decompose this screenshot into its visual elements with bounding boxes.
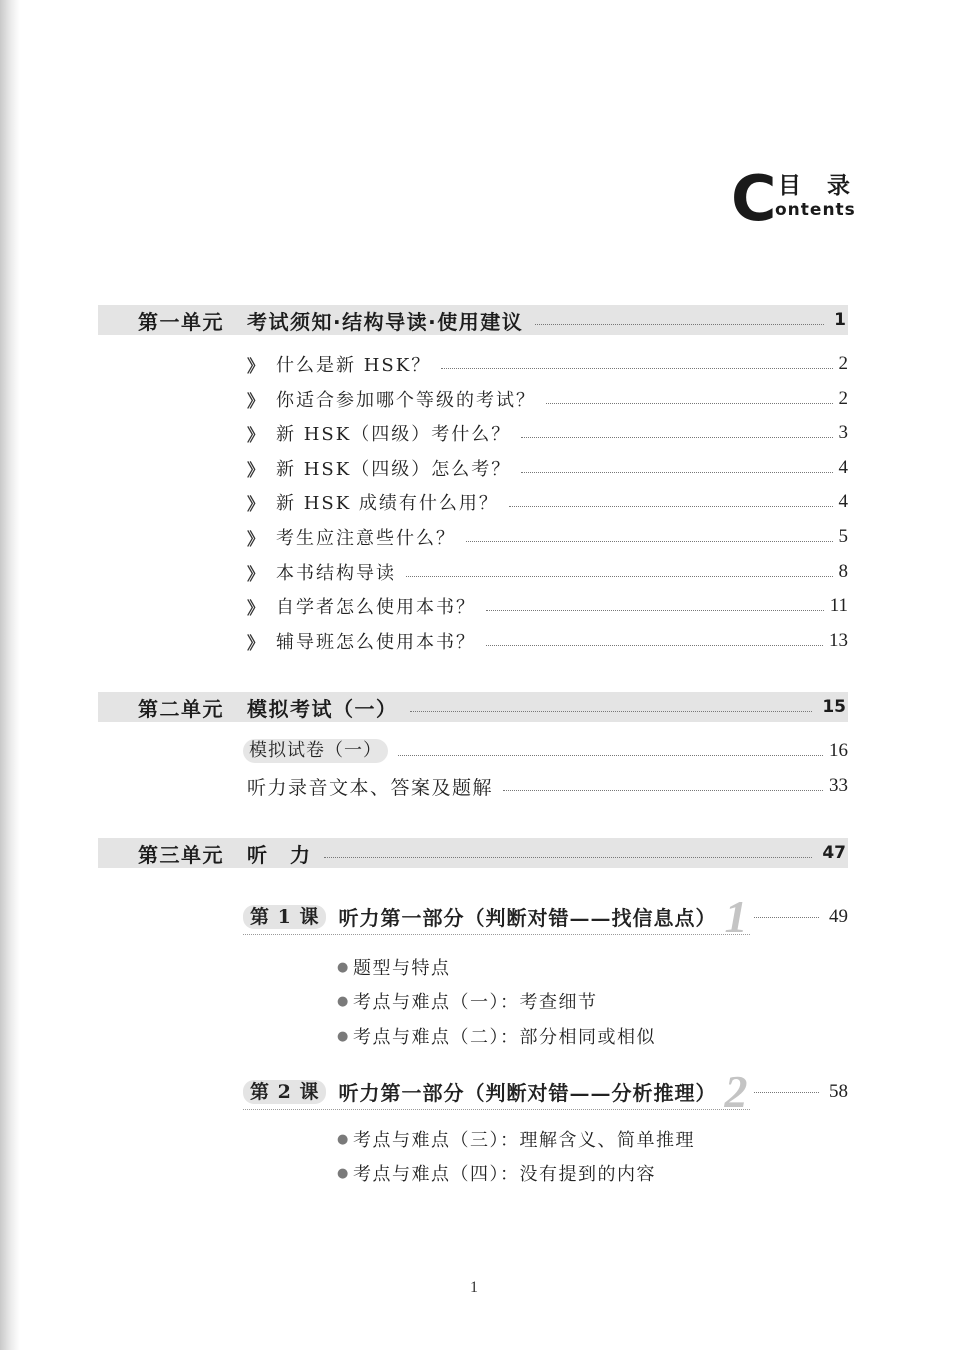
toc-entry (247, 420, 848, 446)
lesson-entry (243, 890, 848, 942)
unit-label: 第一单元 (138, 309, 224, 334)
unit-title: 模拟考试（一） (247, 696, 398, 721)
unit-page-number: 47 (822, 843, 846, 863)
toc-entry (247, 351, 848, 377)
toc-entry (247, 524, 848, 550)
unit-2-heading (98, 692, 848, 722)
lesson-heading (243, 890, 750, 942)
lesson-point (337, 1126, 695, 1152)
toc-entry (247, 773, 848, 799)
unit-page-number: 15 (822, 697, 846, 717)
page-edge-shadow (0, 0, 20, 1350)
contents-title-english: ontents (775, 200, 856, 220)
lesson-heading (243, 1065, 750, 1117)
entry-title: 考生应注意些什么？ (276, 528, 456, 549)
lesson-page-number: 58 (829, 1081, 848, 1102)
lesson-numeral: 2 (724, 1065, 748, 1117)
contents-c-logo: C (731, 162, 777, 235)
dot-leader (509, 506, 833, 507)
unit-1-heading (98, 305, 848, 335)
entry-page-number: 16 (829, 740, 848, 761)
entry-marker: 》 (247, 460, 264, 481)
dot-leader (441, 368, 832, 369)
entry-title: 本书结构导读 (276, 563, 396, 584)
lesson-tag: 第 1 课 (243, 905, 326, 929)
dot-leader (466, 541, 833, 542)
lesson-title: 听力第一部分（判断对错——找信息点） (338, 906, 717, 930)
point-text: 题型与特点 (353, 958, 451, 979)
entry-page-number: 2 (838, 353, 848, 374)
entry-title-highlighted: 模拟试卷（一） (243, 739, 388, 763)
toc-entry (247, 628, 848, 654)
entry-marker: 》 (247, 425, 264, 446)
entry-page-number: 5 (838, 526, 848, 547)
entry-page-number: 4 (838, 491, 848, 512)
entry-marker: 》 (247, 598, 264, 619)
lesson-title: 听力第一部分（判断对错——分析推理） (338, 1081, 717, 1105)
lesson-point (337, 1160, 656, 1186)
entry-marker: 》 (247, 494, 264, 515)
dot-leader (503, 790, 823, 791)
lesson-point (337, 988, 598, 1014)
bullet-icon: ● (337, 993, 349, 1009)
dot-leader (521, 437, 832, 438)
entry-page-number: 3 (838, 422, 848, 443)
toc-entry (247, 559, 848, 585)
dot-leader (324, 857, 813, 858)
page-number: 1 (470, 1279, 478, 1296)
toc-entry (243, 738, 848, 764)
lesson-numeral: 1 (724, 890, 748, 942)
contents-title-chinese: 目 录 (778, 173, 860, 199)
entry-marker: 》 (247, 529, 264, 550)
unit-title: 听 力 (247, 842, 312, 867)
point-text: 考点与难点（四）：没有提到的内容 (353, 1164, 656, 1185)
dot-leader (398, 755, 823, 756)
toc-entry (247, 386, 848, 412)
lesson-point (337, 954, 451, 980)
dot-leader (754, 1092, 819, 1093)
dot-leader (546, 403, 833, 404)
lesson-tag: 第 2 课 (243, 1080, 326, 1104)
entry-page-number: 2 (838, 388, 848, 409)
entry-marker: 》 (247, 564, 264, 585)
entry-title: 辅导班怎么使用本书？ (276, 632, 476, 653)
entry-page-number: 33 (829, 775, 848, 796)
toc-entry (247, 455, 848, 481)
entry-title: 新 HSK 成绩有什么用？ (276, 493, 499, 514)
toc-entry (247, 593, 848, 619)
dot-leader (486, 645, 823, 646)
entry-title: 什么是新 HSK？ (276, 355, 432, 376)
unit-label: 第三单元 (138, 842, 224, 867)
dot-leader (535, 324, 824, 325)
dot-leader (521, 472, 832, 473)
dot-leader (754, 917, 819, 918)
lesson-page-number: 49 (829, 906, 848, 927)
entry-marker: 》 (247, 633, 264, 654)
bullet-icon: ● (337, 1131, 349, 1147)
entry-title: 新 HSK（四级）怎么考？ (276, 459, 512, 480)
entry-page-number: 11 (829, 595, 848, 616)
entry-marker: 》 (247, 356, 264, 377)
point-text: 考点与难点（一）：考查细节 (353, 992, 598, 1013)
point-text: 考点与难点（二）：部分相同或相似 (353, 1027, 656, 1048)
entry-page-number: 8 (838, 561, 848, 582)
entry-page-number: 4 (838, 457, 848, 478)
entry-title: 自学者怎么使用本书？ (276, 597, 476, 618)
entry-title: 听力录音文本、答案及题解 (247, 776, 494, 799)
unit-3-heading (98, 838, 848, 868)
entry-title: 你适合参加哪个等级的考试？ (276, 390, 536, 411)
bullet-icon: ● (337, 1165, 349, 1181)
bullet-icon: ● (337, 1028, 349, 1044)
dot-leader (410, 711, 813, 712)
unit-page-number: 1 (834, 310, 846, 330)
point-text: 考点与难点（三）：理解含义、简单推理 (353, 1130, 695, 1151)
unit-title: 考试须知·结构导读·使用建议 (247, 309, 524, 334)
entry-title: 新 HSK（四级）考什么？ (276, 424, 512, 445)
dot-leader (486, 610, 824, 611)
unit-label: 第二单元 (138, 696, 224, 721)
bullet-icon: ● (337, 959, 349, 975)
dot-leader (406, 576, 833, 577)
lesson-entry (243, 1065, 848, 1117)
lesson-point (337, 1023, 656, 1049)
toc-entry (247, 489, 848, 515)
entry-page-number: 13 (829, 630, 848, 651)
entry-marker: 》 (247, 391, 264, 412)
